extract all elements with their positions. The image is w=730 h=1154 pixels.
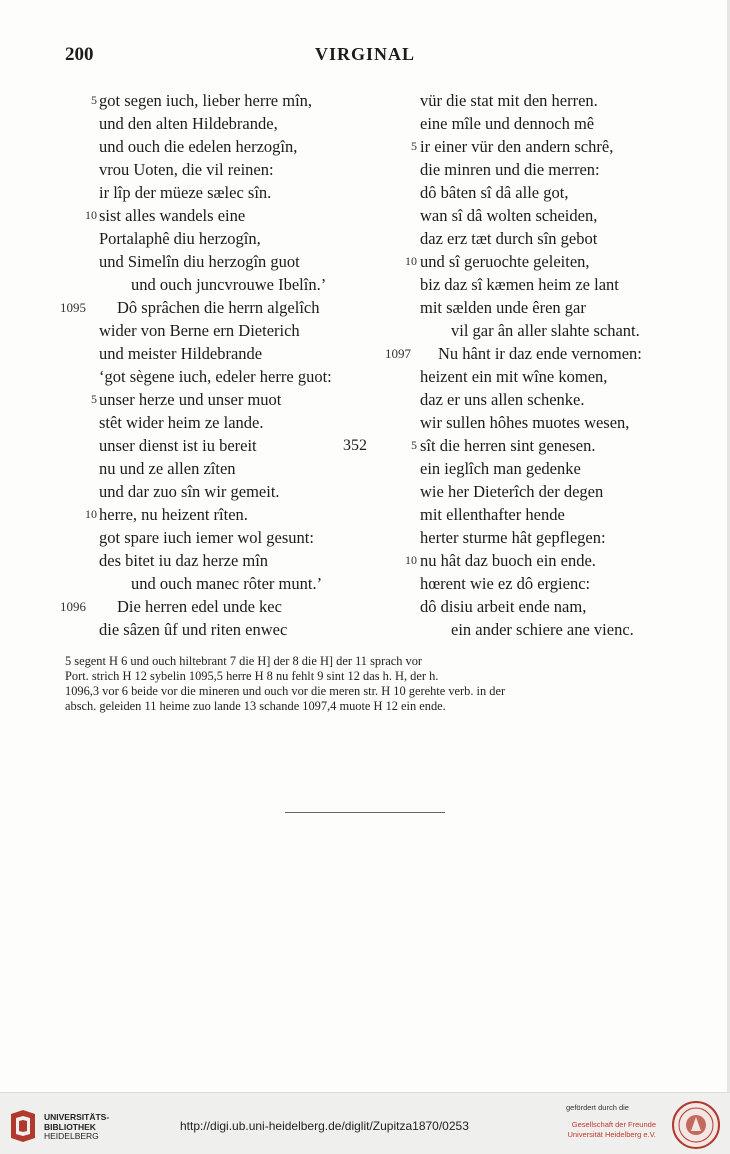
library-logo-icon <box>8 1108 38 1142</box>
verse-text: unser herze und unser muot <box>99 390 282 409</box>
verse-text: sist alles wandels eine <box>99 206 246 225</box>
verse-text: heizent ein mit wîne komen, <box>420 367 608 386</box>
verse-text: ir lîp der müeze sælec sîn. <box>99 183 272 202</box>
verse-line <box>0 595 380 618</box>
verse-text: herre, nu heizent rîten. <box>99 505 248 524</box>
verse-text: dô bâten sî dâ alle got, <box>420 183 569 202</box>
verse-text: und ouch juncvrouwe Ibelîn.’ <box>131 275 327 294</box>
library-name-line: HEIDELBERG <box>44 1131 99 1141</box>
verse-line <box>380 365 710 388</box>
verse-line <box>0 204 380 227</box>
verse-line <box>380 411 710 434</box>
permalink-url[interactable]: http://digi.ub.uni-heidelberg.de/diglit/Zupitza1870/0253 <box>180 1119 469 1133</box>
verse-text: und den alten Hildebrande, <box>99 114 278 133</box>
library-name <box>44 1113 109 1142</box>
verse-text: des bitet iu daz herze mîn <box>99 551 269 570</box>
verse-text: dô disiu arbeit ende nam, <box>420 597 587 616</box>
line-number: 5 <box>411 438 417 452</box>
verse-line <box>0 296 380 319</box>
verse-text: got segen iuch, lieber herre mîn, <box>99 91 313 110</box>
verse-line <box>0 227 380 250</box>
verse-text: die minren und die merren: <box>420 160 600 179</box>
verse-line <box>380 250 710 273</box>
verse-text: stêt wider heim ze lande. <box>99 413 264 432</box>
verse-line <box>0 434 380 457</box>
verse-text: eine mîle und dennoch mê <box>420 114 595 133</box>
verse-text: wir sullen hôhes muotes wesen, <box>420 413 630 432</box>
verse-line <box>0 388 380 411</box>
verse-text: mit ellenthafter hende <box>420 505 565 524</box>
verse-line <box>0 480 380 503</box>
verse-line <box>0 503 380 526</box>
note-line: 1096,3 vor 6 beide vor die mineren und ouch vor die meren str. H 10 gerehte verb. in der <box>65 684 506 698</box>
verse-text: biz daz sî kæmen heim ze lant <box>420 275 619 294</box>
line-number: 5 <box>91 392 97 406</box>
verse-line <box>0 572 380 595</box>
verse-line <box>0 618 380 641</box>
verse-text: und sî geruochte geleiten, <box>420 252 590 271</box>
society-name <box>566 1120 656 1139</box>
verse-line <box>0 549 380 572</box>
verse-line <box>380 135 710 158</box>
margin-number: 352 <box>343 437 367 454</box>
verse-line <box>380 204 710 227</box>
verse-text: vrou Uoten, die vil reinen: <box>99 160 274 179</box>
verse-text: daz er uns allen schenke. <box>420 390 585 409</box>
verse-text: Portalaphê diu herzogîn, <box>99 229 261 248</box>
university-seal-icon <box>672 1101 720 1149</box>
verse-text: unser dienst ist iu bereit <box>99 436 257 455</box>
verse-text: vür die stat mit den herren. <box>420 91 598 110</box>
verse-text: die sâzen ûf und riten enwec <box>99 620 288 639</box>
verse-line <box>0 181 380 204</box>
strophe-number: 1097 <box>385 346 411 361</box>
verse-text: und ouch die edelen herzogîn, <box>99 137 298 156</box>
verse-text: und ouch manec rôter munt.’ <box>131 574 323 593</box>
verse-line <box>380 434 710 457</box>
verse-text: ir einer vür den andern schrê, <box>420 137 614 156</box>
verse-line <box>380 342 710 365</box>
funded-by-label: gefördert durch die <box>566 1103 629 1112</box>
verse-line <box>380 388 710 411</box>
right-text-column <box>380 89 710 641</box>
line-number: 10 <box>85 507 97 521</box>
verse-text: got spare iuch iemer wol gesunt: <box>99 528 314 547</box>
verse-line <box>0 250 380 273</box>
verse-line <box>380 549 710 572</box>
verse-line <box>380 572 710 595</box>
verse-text: daz erz tæt durch sîn gebot <box>420 229 598 248</box>
verse-line <box>0 135 380 158</box>
verse-line <box>380 112 710 135</box>
line-number: 10 <box>85 208 97 222</box>
verse-line <box>380 480 710 503</box>
note-line: absch. geleiden 11 heime zuo lande 13 schande 1097,4 muote H 12 ein ende. <box>65 699 446 713</box>
library-name-line: BIBLIOTHEK <box>44 1121 96 1132</box>
verse-text: Dô sprâchen die herrn algelîch <box>117 298 320 317</box>
verse-line <box>0 526 380 549</box>
verse-text: hœrent wie ez dô ergienc: <box>420 574 591 593</box>
verse-line <box>380 319 710 342</box>
line-number: 10 <box>405 254 417 268</box>
verse-text: und Simelîn diu herzogîn guot <box>99 252 300 271</box>
verse-line <box>0 342 380 365</box>
verse-line <box>380 296 710 319</box>
society-name-line: Gesellschaft der Freunde <box>571 1120 656 1129</box>
verse-line <box>0 319 380 342</box>
line-number: 5 <box>411 139 417 153</box>
verse-line <box>380 503 710 526</box>
verse-line <box>380 158 710 181</box>
note-line: 5 segent H 6 und ouch hiltebrant 7 die H] der 8 die H] der 11 sprach vor <box>65 654 423 668</box>
verse-text: mit sælden unde êren gar <box>420 298 586 317</box>
verse-text: ‘got sègene iuch, edeler herre guot: <box>99 367 332 386</box>
verse-text: und meister Hildebrande <box>99 344 263 363</box>
verse-text: sît die herren sint genesen. <box>420 436 596 455</box>
verse-text: vil gar ân aller slahte schant. <box>451 321 640 340</box>
strophe-number: 1095 <box>60 300 86 315</box>
verse-text: Die herren edel unde kec <box>117 597 282 616</box>
verse-line <box>380 457 710 480</box>
verse-line <box>0 273 380 296</box>
verse-line <box>0 112 380 135</box>
verse-line <box>380 526 710 549</box>
verse-text: wie her Dieterîch der degen <box>420 482 604 501</box>
verse-line <box>0 457 380 480</box>
verse-text: ein ander schiere ane vienc. <box>451 620 634 639</box>
apparatus-notes <box>65 654 665 714</box>
verse-text: nu hât daz buoch ein ende. <box>420 551 596 570</box>
verse-line <box>380 181 710 204</box>
note-line: Port. strich H 12 sybelin 1095,5 herre H 8 nu fehlt 9 sint 12 das h. H, der h. <box>65 669 439 683</box>
verse-text: und dar zuo sîn wir gemeit. <box>99 482 280 501</box>
verse-line <box>380 89 710 112</box>
strophe-number: 1096 <box>60 599 86 614</box>
verse-line <box>380 618 710 641</box>
verse-line <box>0 158 380 181</box>
verse-line <box>0 89 380 112</box>
verse-line <box>380 227 710 250</box>
society-name-line: Universität Heidelberg e.V. <box>567 1129 656 1139</box>
verse-text: wan sî dâ wolten scheiden, <box>420 206 598 225</box>
line-number: 10 <box>405 553 417 567</box>
page-title: VIRGINAL <box>314 44 415 64</box>
line-number: 5 <box>91 93 97 107</box>
verse-text: ein ieglîch man gedenke <box>420 459 581 478</box>
verse-line <box>0 411 380 434</box>
library-name-line: UNIVERSITÄTS- <box>44 1112 110 1122</box>
page-number: 200 <box>65 44 94 65</box>
digitization-footer <box>0 1092 730 1154</box>
verse-line <box>380 273 710 296</box>
verse-text: wider von Berne ern Dieterich <box>99 321 300 340</box>
verse-text: nu und ze allen zîten <box>99 459 236 478</box>
divider-rule <box>285 812 445 813</box>
verse-text: herter sturme hât gepflegen: <box>420 528 606 547</box>
verse-line <box>0 365 380 388</box>
left-text-column <box>0 89 380 641</box>
verse-line <box>380 595 710 618</box>
verse-text: Nu hânt ir daz ende vernomen: <box>438 344 642 363</box>
